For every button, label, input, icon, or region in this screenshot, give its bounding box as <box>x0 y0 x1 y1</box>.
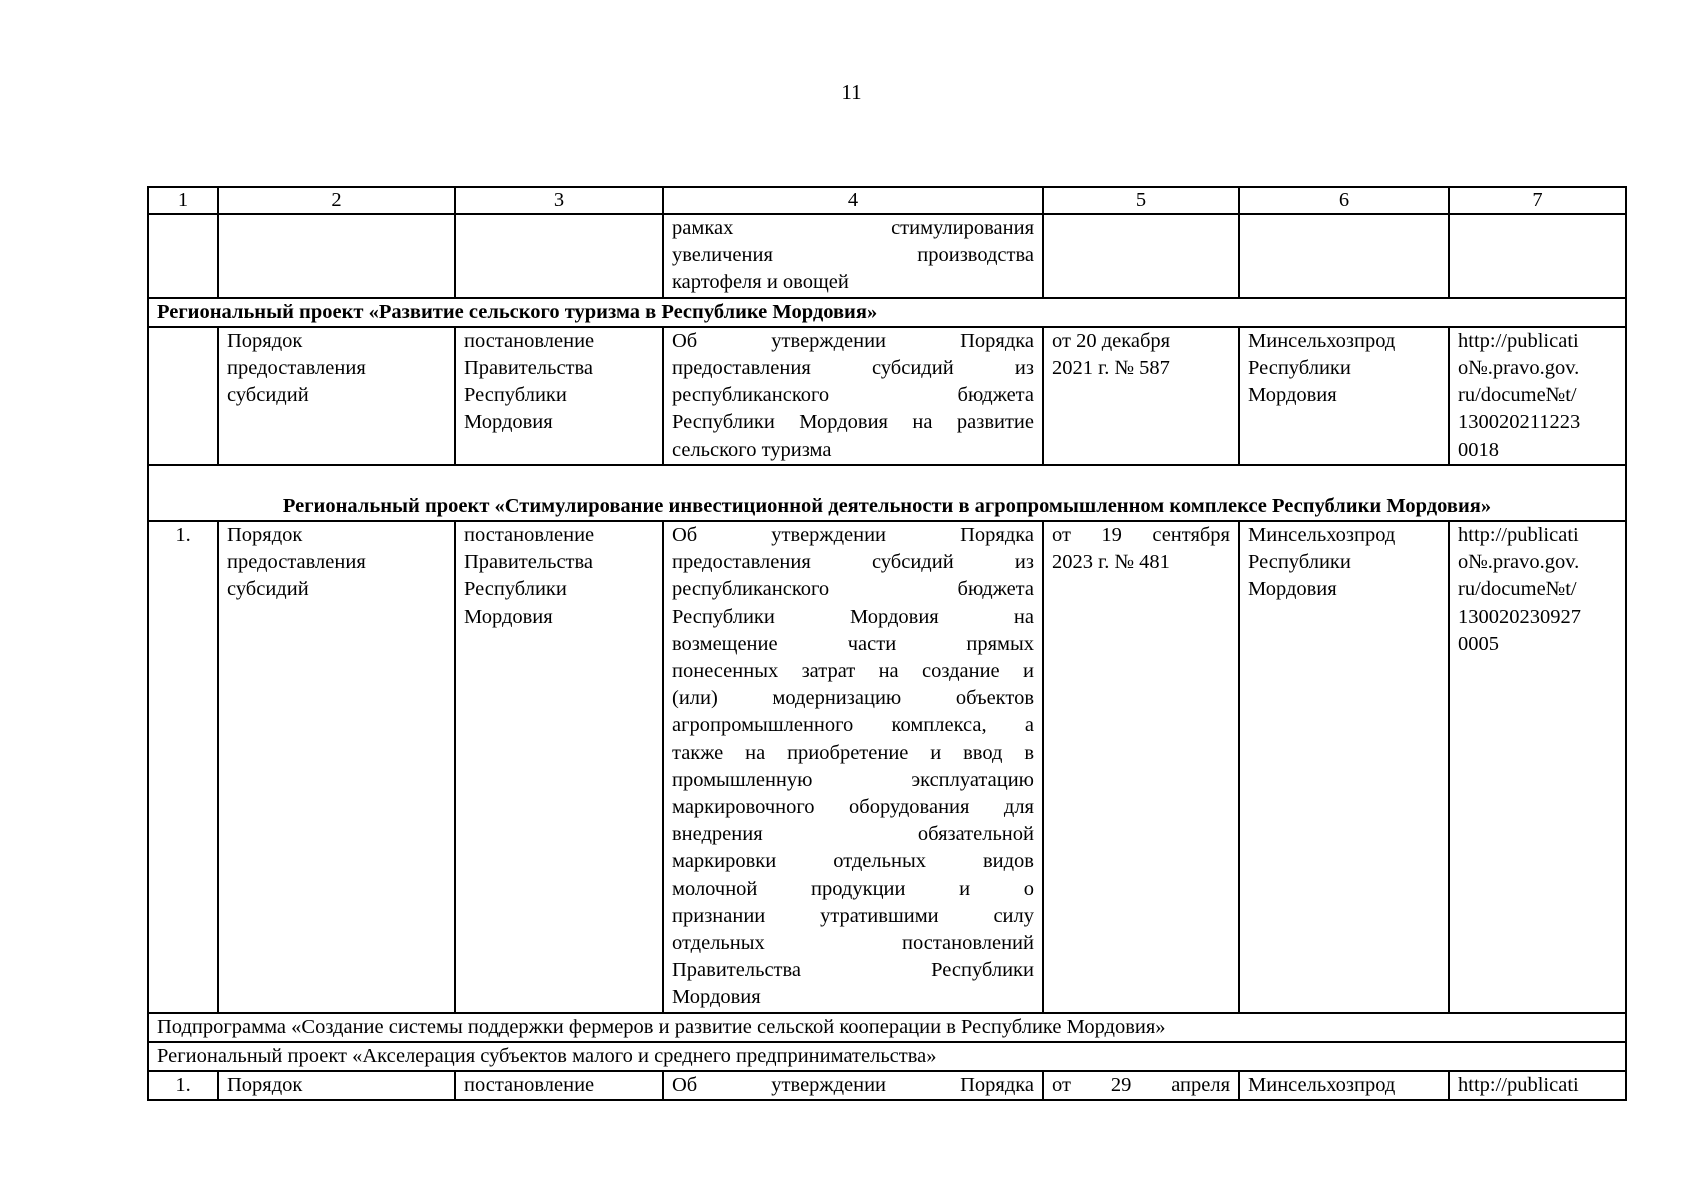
section-row <box>148 298 1626 327</box>
text-line: сельского туризма <box>672 438 832 461</box>
text-line: Об утверждении Порядка <box>672 1074 1034 1097</box>
text-line: http://publicati <box>1458 329 1579 352</box>
text-line: Республики <box>1248 357 1351 380</box>
document-type-cell <box>218 521 455 1013</box>
text-line: увеличения производства <box>672 244 1034 267</box>
subprogram-heading: Подпрограмма «Создание системы поддержки фермеров и развитие сельской кооперации в Республике Мордовия» <box>148 1013 1626 1042</box>
row-number <box>148 327 218 465</box>
text-line: (или) модернизацию объектов <box>672 687 1034 710</box>
text-line: понесенных затрат на создание и <box>672 660 1034 683</box>
table-cell <box>148 214 218 298</box>
regulations-table <box>147 186 1627 1101</box>
publication-link-cell <box>1449 1071 1626 1100</box>
date-number-cell <box>1043 521 1239 1013</box>
text-line: промышленную эксплуатацию <box>672 768 1034 791</box>
text-line: 0018 <box>1458 438 1499 461</box>
continuation-row <box>148 214 1626 298</box>
text-line: предоставления <box>227 551 366 574</box>
text-line: рамках стимулирования <box>672 217 1034 239</box>
text-line: Порядок <box>227 329 303 352</box>
table-cell <box>1043 214 1239 298</box>
column-number: 5 <box>1043 187 1239 214</box>
act-type-cell <box>455 1071 663 1100</box>
text-line: Минсельхозпрод <box>1248 524 1396 547</box>
text-line: 130020211223 <box>1458 411 1581 434</box>
text-line: http://publicati <box>1458 1074 1579 1097</box>
document-title-cell <box>663 1071 1043 1100</box>
text-line: Правительства <box>464 551 594 574</box>
text-line: внедрения обязательной <box>672 823 1034 846</box>
document-type-cell <box>218 1071 455 1100</box>
column-number: 7 <box>1449 187 1626 214</box>
table-cell <box>455 214 663 298</box>
table-row <box>148 521 1626 1013</box>
text-line: Правительства <box>464 357 594 380</box>
text-line: Порядок <box>227 524 303 547</box>
text-line: Республики <box>1248 551 1351 574</box>
text-line: субсидий <box>227 578 309 601</box>
table-row <box>148 327 1626 465</box>
row-number: 1. <box>148 1071 218 1100</box>
text-line: http://publicati <box>1458 524 1579 547</box>
subprogram-row <box>148 1013 1626 1042</box>
text-line: ru/docume№t/ <box>1458 384 1577 407</box>
column-number: 2 <box>218 187 455 214</box>
table-cell <box>218 214 455 298</box>
text-line: от 19 сентября <box>1052 524 1230 547</box>
text-line: Об утверждении Порядка <box>672 524 1034 547</box>
text-line: 2021 г. № 587 <box>1052 357 1170 380</box>
row-number: 1. <box>148 521 218 1013</box>
document-type-cell <box>218 327 455 465</box>
text-line: маркировочного оборудования для <box>672 796 1034 819</box>
text-line: Мордовия <box>672 986 761 1009</box>
text-line: картофеля и овощей <box>672 271 849 294</box>
date-number-cell <box>1043 1071 1239 1100</box>
section-row <box>148 1042 1626 1071</box>
table-cell <box>1449 214 1626 298</box>
section-heading: Региональный проект «Стимулирование инвестиционной деятельности в агропромышленном комплексе Республики Мордовия» <box>148 465 1626 521</box>
text-line: Мордовия <box>1248 578 1337 601</box>
text-line: агропромышленного комплекса, а <box>672 714 1034 737</box>
text-line: Республики Мордовия на развитие <box>672 411 1034 434</box>
text-line: республиканского бюджета <box>672 578 1034 601</box>
document-title-cell <box>663 327 1043 465</box>
text-line: предоставления субсидий из <box>672 551 1034 574</box>
text-line: Республики <box>464 578 567 601</box>
text-line: o№.pravo.gov. <box>1458 357 1580 380</box>
text-line: Республики Мордовия на <box>672 605 1034 628</box>
ministry-cell <box>1239 327 1449 465</box>
column-number-row <box>148 187 1626 214</box>
text-line: от 20 декабря <box>1052 329 1171 352</box>
document-title-cell <box>663 214 1043 298</box>
text-line: ru/docume№t/ <box>1458 578 1577 601</box>
section-heading: Региональный проект «Акселерация субъектов малого и среднего предпринимательства» <box>148 1042 1626 1071</box>
text-line: возмещение части прямых <box>672 632 1034 655</box>
text-line: постановление <box>464 524 595 547</box>
text-line: республиканского бюджета <box>672 384 1034 407</box>
ministry-cell <box>1239 521 1449 1013</box>
text-line: Мордовия <box>464 411 553 434</box>
text-line: от 29 апреля <box>1052 1074 1230 1097</box>
text-line: Порядок <box>227 1074 303 1097</box>
document-title-cell <box>663 521 1043 1013</box>
text-line: постановление <box>464 329 595 352</box>
table-row <box>148 1071 1626 1100</box>
text-line: признании утратившими силу <box>672 904 1034 927</box>
column-number: 4 <box>663 187 1043 214</box>
text-line: предоставления субсидий из <box>672 357 1034 380</box>
publication-link-cell <box>1449 521 1626 1013</box>
text-line: Минсельхозпрод <box>1248 329 1396 352</box>
text-line: o№.pravo.gov. <box>1458 551 1580 574</box>
text-line: Минсельхозпрод <box>1248 1074 1396 1097</box>
text-line: Правительства Республики <box>672 959 1034 982</box>
column-number: 6 <box>1239 187 1449 214</box>
column-number: 3 <box>455 187 663 214</box>
text-line: 130020230927 <box>1458 605 1581 628</box>
act-type-cell <box>455 327 663 465</box>
text-line: молочной продукции и о <box>672 877 1034 900</box>
text-line: предоставления <box>227 357 366 380</box>
publication-link-cell <box>1449 327 1626 465</box>
ministry-cell <box>1239 1071 1449 1100</box>
text-line: Республики <box>464 384 567 407</box>
act-type-cell <box>455 521 663 1013</box>
section-heading: Региональный проект «Развитие сельского туризма в Республике Мордовия» <box>148 298 1626 327</box>
text-line: Мордовия <box>1248 384 1337 407</box>
text-line: маркировки отдельных видов <box>672 850 1034 873</box>
table-cell <box>1239 214 1449 298</box>
text-line: отдельных постановлений <box>672 932 1034 955</box>
text-line: 2023 г. № 481 <box>1052 551 1170 574</box>
text-line: субсидий <box>227 384 309 407</box>
text-line: Об утверждении Порядка <box>672 329 1034 352</box>
text-line: постановление <box>464 1074 595 1097</box>
section-row <box>148 465 1626 521</box>
text-line: Мордовия <box>464 605 553 628</box>
text-line: 0005 <box>1458 632 1499 655</box>
text-line: также на приобретение и ввод в <box>672 741 1034 764</box>
page-number: 11 <box>841 80 862 104</box>
column-number: 1 <box>148 187 218 214</box>
date-number-cell <box>1043 327 1239 465</box>
